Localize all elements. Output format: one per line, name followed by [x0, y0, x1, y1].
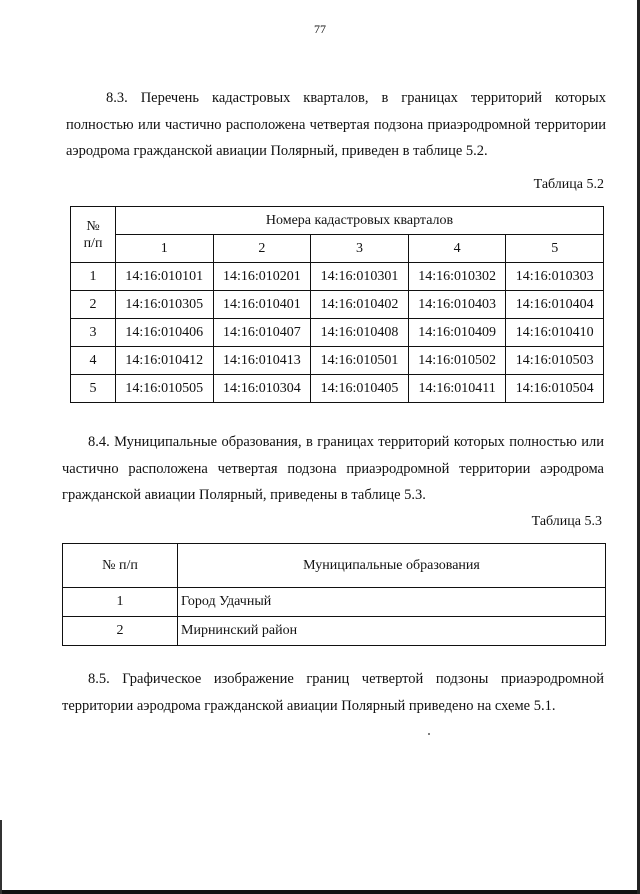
scan-edge-bottom	[0, 890, 640, 894]
row-number: 5	[71, 375, 116, 403]
cadastral-quarter-cell: 14:16:010406	[116, 319, 214, 347]
cadastral-quarter-cell: 14:16:010502	[408, 347, 506, 375]
scan-speck	[428, 733, 430, 735]
num-header-abbr: п/п	[83, 235, 103, 251]
cadastral-quarter-cell: 14:16:010407	[213, 319, 311, 347]
cadastral-quarter-cell: 14:16:010405	[311, 375, 409, 403]
table-row	[71, 375, 604, 403]
table-5-3	[62, 543, 606, 646]
municipality-name: Мирнинский район	[178, 617, 606, 646]
row-number: 4	[71, 347, 116, 375]
table-row	[63, 588, 606, 617]
row-number: 2	[63, 617, 178, 646]
scan-edge-left	[0, 820, 2, 894]
municipality-column-header: Муниципальные образования	[178, 544, 606, 588]
row-number: 2	[71, 291, 116, 319]
municipality-name: Город Удачный	[178, 588, 606, 617]
column-number: 1	[116, 235, 214, 263]
table-row	[71, 347, 604, 375]
cadastral-quarter-cell: 14:16:010301	[311, 263, 409, 291]
cadastral-quarter-cell: 14:16:010413	[213, 347, 311, 375]
table-row	[63, 617, 606, 646]
cadastral-quarter-cell: 14:16:010403	[408, 291, 506, 319]
cadastral-quarter-cell: 14:16:010505	[116, 375, 214, 403]
cadastral-quarter-cell: 14:16:010410	[506, 319, 604, 347]
column-number: 2	[213, 235, 311, 263]
table-row	[71, 291, 604, 319]
cadastral-quarter-cell: 14:16:010503	[506, 347, 604, 375]
page-number: 77	[314, 22, 326, 36]
paragraph-8-5: 8.5. Графическое изображение границ четвертой подзоны приаэродромной территории аэродрома гражданской авиации Полярный приведено на схеме 5.1.	[62, 671, 604, 714]
table-5-3-caption: Таблица 5.3	[531, 514, 602, 529]
table-row	[71, 319, 604, 347]
paragraph-8-4: 8.4. Муниципальные образования, в границах территорий которых полностью или частично расположена четвертая подзона приаэродромной территории аэродрома гражданской авиации Полярный, приведены в таблице 5.3.	[62, 434, 604, 503]
cadastral-quarter-cell: 14:16:010504	[506, 375, 604, 403]
paragraph-8-3: 8.3. Перечень кадастровых кварталов, в границах территорий которых полностью или частично расположена четвертая подзона приаэродромной территории аэродрома гражданской авиации Полярный, приведен в таблице 5.2.	[66, 90, 606, 159]
num-column-header: № п/п	[63, 544, 178, 588]
row-number: 1	[63, 588, 178, 617]
table-5-2-caption: Таблица 5.2	[533, 177, 604, 192]
cadastral-quarter-cell: 14:16:010409	[408, 319, 506, 347]
row-number: 3	[71, 319, 116, 347]
table-5-2-header-row	[71, 207, 604, 235]
table-row	[71, 263, 604, 291]
cadastral-quarter-cell: 14:16:010501	[311, 347, 409, 375]
table-5-2	[70, 206, 604, 403]
cadastral-group-header: Номера кадастровых кварталов	[116, 207, 604, 235]
cadastral-quarter-cell: 14:16:010303	[506, 263, 604, 291]
cadastral-quarter-cell: 14:16:010302	[408, 263, 506, 291]
num-column-header	[71, 207, 116, 263]
num-header-symbol: №	[86, 218, 100, 234]
column-number-row	[71, 235, 604, 263]
cadastral-quarter-cell: 14:16:010404	[506, 291, 604, 319]
cadastral-quarter-cell: 14:16:010412	[116, 347, 214, 375]
table-5-3-header-row	[63, 544, 606, 588]
cadastral-quarter-cell: 14:16:010201	[213, 263, 311, 291]
cadastral-quarter-cell: 14:16:010408	[311, 319, 409, 347]
column-number: 5	[506, 235, 604, 263]
cadastral-quarter-cell: 14:16:010101	[116, 263, 214, 291]
cadastral-quarter-cell: 14:16:010401	[213, 291, 311, 319]
cadastral-quarter-cell: 14:16:010402	[311, 291, 409, 319]
column-number: 3	[311, 235, 409, 263]
cadastral-quarter-cell: 14:16:010304	[213, 375, 311, 403]
row-number: 1	[71, 263, 116, 291]
cadastral-quarter-cell: 14:16:010305	[116, 291, 214, 319]
cadastral-quarter-cell: 14:16:010411	[408, 375, 506, 403]
column-number: 4	[408, 235, 506, 263]
